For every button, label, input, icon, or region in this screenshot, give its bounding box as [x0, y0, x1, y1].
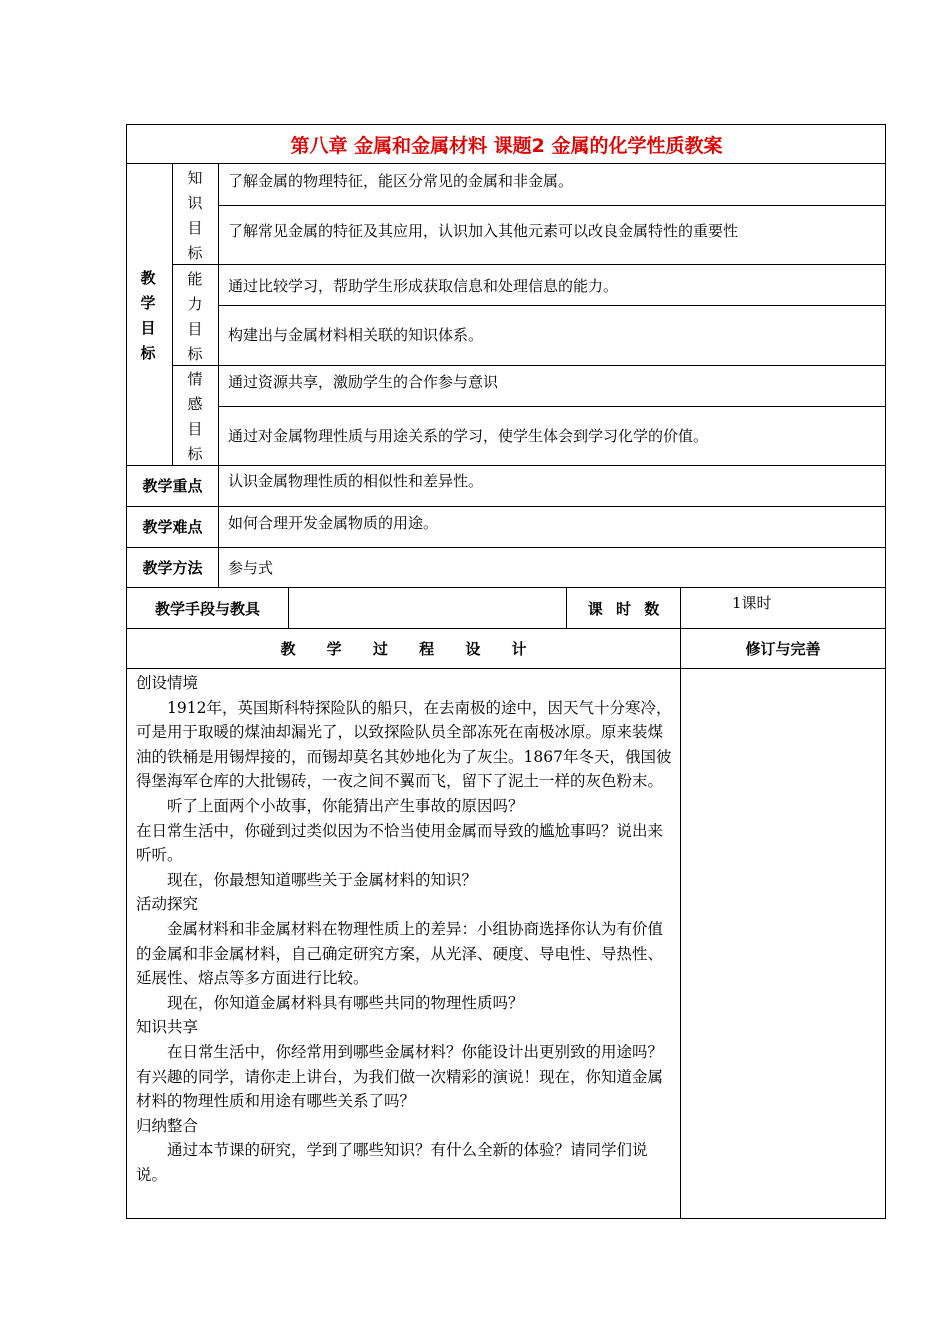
col-line — [172, 163, 173, 466]
method-label: 教学方法 — [142, 559, 203, 577]
document-title: 第八章 金属和金属材料 课题2 金属的化学性质教案 — [290, 135, 723, 157]
paragraph: 通过本节课的研究，学到了哪些知识？有什么全新的体验？请同学们说说。 — [136, 1141, 648, 1184]
key-points-label: 教学重点 — [142, 477, 203, 495]
difficulties-label: 教学难点 — [142, 518, 203, 536]
col-line — [680, 587, 681, 1219]
process-body — [136, 671, 672, 1187]
row-line — [172, 365, 886, 366]
ability-label: 能 力 目 标 — [187, 270, 203, 363]
revise-header: 修订与完善 — [745, 640, 821, 658]
section-heading: 创设情境 — [136, 674, 199, 692]
table-border-left — [126, 124, 127, 1219]
paragraph: 现在，你知道金属材料具有哪些共同的物理性质吗？ — [167, 993, 524, 1012]
row-line — [218, 406, 886, 407]
row-line — [126, 506, 886, 507]
ability-item: 通过比较学习，帮助学生形成获取信息和处理信息的能力。 — [228, 277, 619, 295]
method-value: 参与式 — [228, 559, 274, 577]
paragraph: 在日常生活中，你经常用到哪些金属材料？你能设计出更别致的用途吗？有兴趣的同学，请你走上讲台，为我们做一次精彩的演说！现在，你知道金属材料的物理性质和用途有哪些关系了吗？ — [136, 1042, 664, 1111]
row-line — [126, 587, 886, 588]
row-line — [126, 628, 886, 629]
row-line — [126, 547, 886, 548]
knowledge-item: 了解金属的物理特征，能区分常见的金属和非金属。 — [228, 172, 574, 190]
tools-label: 教学手段与教具 — [154, 600, 260, 618]
col-line — [288, 587, 289, 629]
paragraph: 听了上面两个小故事，你能猜出产生事故的原因吗？ — [167, 796, 524, 815]
row-line — [126, 163, 886, 164]
knowledge-item: 了解常见金属的特征及其应用，认识加入其他元素可以改良金属特性的重要性 — [228, 222, 739, 240]
table-border-right — [885, 124, 886, 1219]
section-heading: 归纳整合 — [136, 1116, 199, 1135]
paragraph: 现在，你最想知道哪些关于金属材料的知识？ — [167, 870, 478, 889]
difficulties-value: 如何合理开发金属物质的用途。 — [228, 514, 439, 532]
row-line — [218, 205, 886, 206]
hours-label: 课 时 数 — [587, 600, 660, 618]
row-line — [218, 305, 886, 306]
col-line — [218, 163, 219, 588]
section-heading: 活动探究 — [136, 895, 199, 914]
section-heading: 知识共享 — [136, 1018, 199, 1037]
paragraph: 在日常生活中，你碰到过类似因为不恰当使用金属而导致的尴尬事吗？说出来听听。 — [136, 821, 664, 865]
hours-value: 1课时 — [732, 594, 772, 612]
row-line — [126, 668, 886, 669]
paragraph: 金属材料和非金属材料在物理性质上的差异：小组协商选择你认为有价值的金属和非金属材料，自己确定研究方案，从光泽、硬度、导电性、导热性、延展性、熔点等多方面进行比较。 — [136, 919, 664, 988]
row-line — [172, 264, 886, 265]
table-border-bottom — [126, 1218, 886, 1219]
row-line — [126, 465, 886, 466]
paragraph: 1912年，英国斯科特探险队的船只，在去南极的途中，因天气十分寒冷，可是用于取暖的煤油却漏光了，以致探险队员全部冻死在南极冰原。原来装煤油的铁桶是用锡焊接的，而锡却莫名其妙地化为了灰尘。1867年冬天，俄国彼得堡海军仓库的大批锡砖，一夜之间不翼而飞，留下了泥土一样的灰色粉末。 — [136, 698, 672, 791]
process-header: 教 学 过 程 设 计 — [280, 640, 527, 658]
ability-item: 构建出与金属材料相关联的知识体系。 — [228, 326, 484, 344]
emotion-label: 情 感 目 标 — [187, 370, 203, 463]
emotion-item: 通过对金属物理性质与用途关系的学习，使学生体会到学习化学的价值。 — [228, 427, 709, 445]
table-border-top — [126, 124, 886, 125]
key-points-value: 认识金属物理性质的相似性和差异性。 — [228, 472, 484, 490]
emotion-item: 通过资源共享，激励学生的合作参与意识 — [228, 373, 499, 391]
knowledge-label: 知 识 目 标 — [187, 169, 203, 262]
objectives-group-label: 教 学 目 标 — [140, 269, 156, 362]
